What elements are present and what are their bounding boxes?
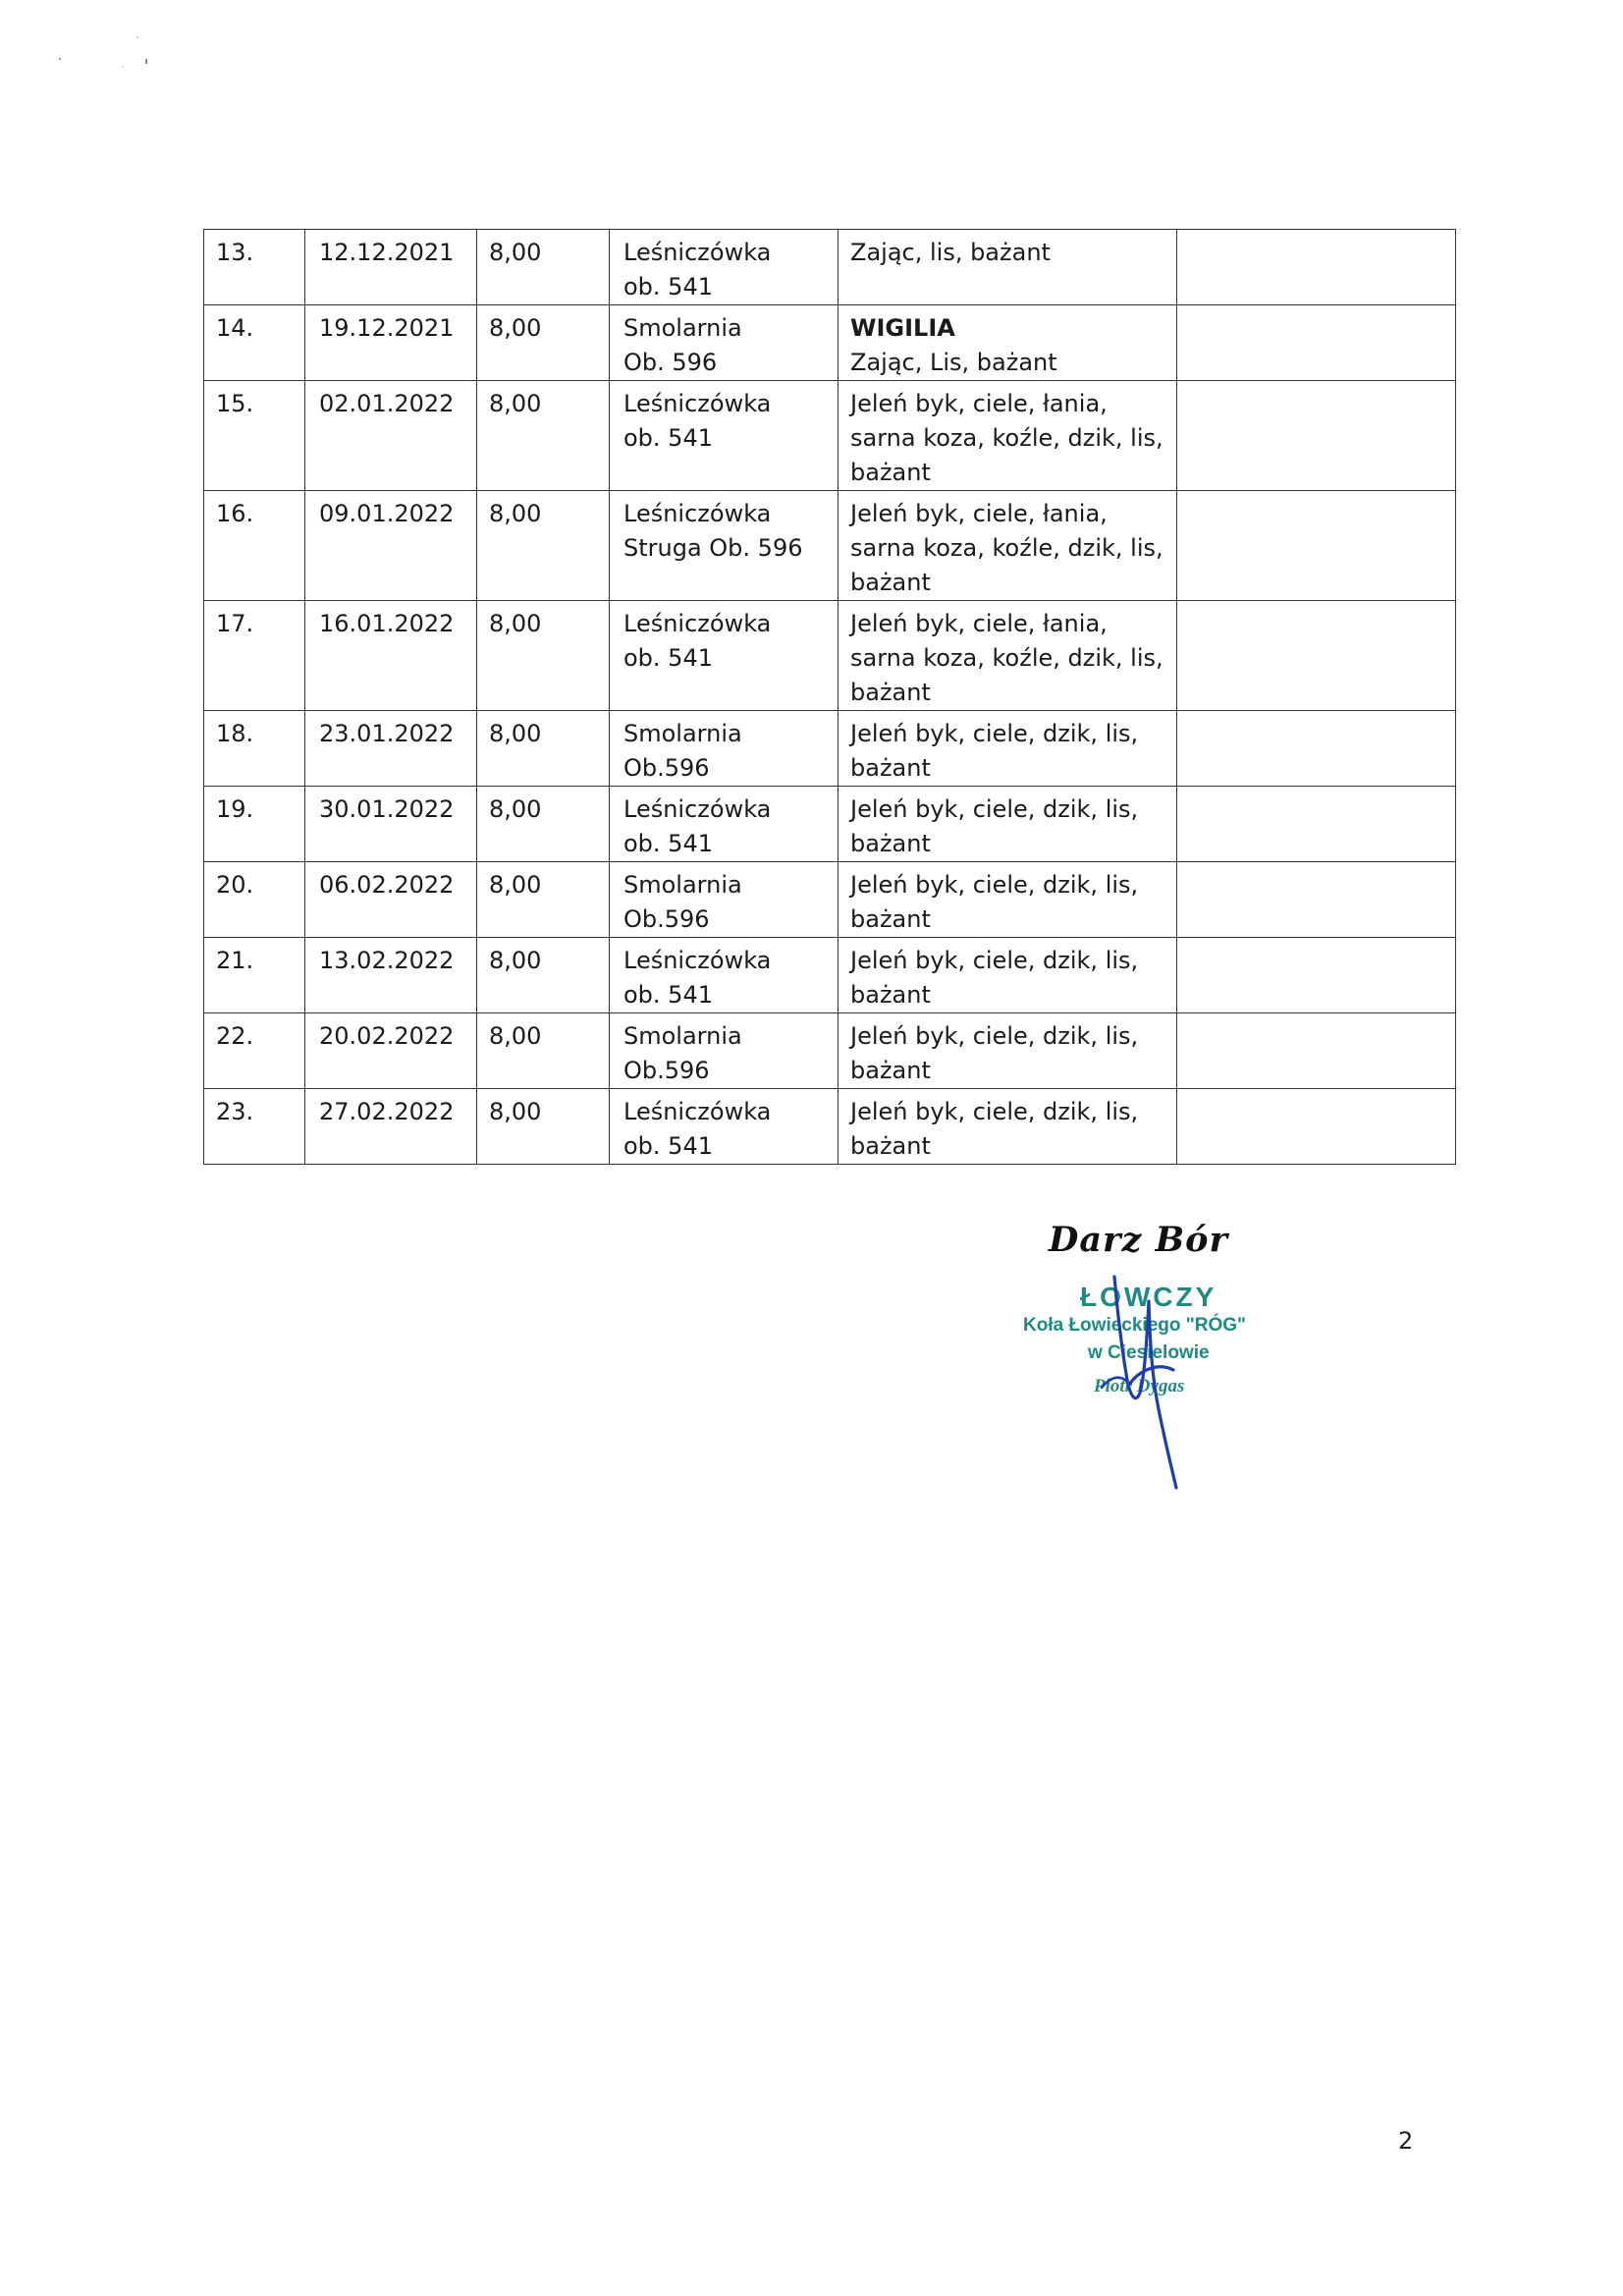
- time-cell: [477, 711, 610, 787]
- table-row: [204, 938, 1456, 1013]
- cell-text: 8,00: [489, 314, 542, 342]
- game-species-cell: [839, 1089, 1177, 1165]
- notes-cell: [1177, 381, 1456, 491]
- cell-text: 8,00: [489, 720, 542, 747]
- date-cell: [305, 305, 477, 381]
- row-number-cell: [204, 787, 305, 862]
- row-number-cell: [204, 862, 305, 938]
- cell-text: Jeleń byk, ciele, dzik, lis,: [850, 1022, 1139, 1050]
- notes-cell: [1177, 491, 1456, 601]
- cell-text: Smolarnia: [623, 720, 742, 747]
- cell-text: 8,00: [489, 795, 542, 823]
- meeting-place-cell: [610, 381, 839, 491]
- table-row: [204, 711, 1456, 787]
- cell-text: 8,00: [489, 871, 542, 899]
- row-number-cell: [204, 1013, 305, 1089]
- cell-text: ob. 541: [623, 1132, 713, 1160]
- notes-cell: [1177, 862, 1456, 938]
- cell-text: Leśniczówka: [623, 947, 772, 974]
- cell-text: 16.01.2022: [319, 610, 455, 637]
- cell-text: Leśniczówka: [623, 239, 772, 266]
- cell-text: 8,00: [489, 610, 542, 637]
- cell-text: WIGILIA: [850, 314, 955, 342]
- hunt-schedule-body: [204, 230, 1456, 1165]
- stamp-location: w Ciesielowie: [1088, 1342, 1210, 1363]
- cell-text: 30.01.2022: [319, 795, 455, 823]
- handwritten-signature: [1011, 1272, 1306, 1498]
- game-species-cell: [839, 1013, 1177, 1089]
- cell-text: Zając, Lis, bażant: [850, 349, 1057, 376]
- cell-text: ob. 541: [623, 981, 713, 1009]
- cell-text: 19.12.2021: [319, 314, 455, 342]
- table-row: [204, 305, 1456, 381]
- time-cell: [477, 1089, 610, 1165]
- cell-text: Jeleń byk, ciele, dzik, lis,: [850, 871, 1139, 899]
- cell-text: 16.: [216, 500, 254, 527]
- cell-text: bażant: [850, 1132, 931, 1160]
- table-row: [204, 601, 1456, 711]
- meeting-place-cell: [610, 230, 839, 305]
- cell-text: bażant: [850, 1057, 931, 1084]
- cell-text: bażant: [850, 459, 931, 486]
- meeting-place-cell: [610, 938, 839, 1013]
- time-cell: [477, 862, 610, 938]
- meeting-place-cell: [610, 787, 839, 862]
- game-species-cell: [839, 305, 1177, 381]
- cell-text: 15.: [216, 390, 254, 417]
- time-cell: [477, 938, 610, 1013]
- cell-text: Ob.596: [623, 905, 710, 933]
- cell-text: 8,00: [489, 239, 542, 266]
- meeting-place-cell: [610, 862, 839, 938]
- game-species-cell: [839, 230, 1177, 305]
- meeting-place-cell: [610, 601, 839, 711]
- row-number-cell: [204, 1089, 305, 1165]
- game-species-cell: [839, 862, 1177, 938]
- cell-text: bażant: [850, 830, 931, 857]
- cell-text: Ob.596: [623, 1057, 710, 1084]
- date-cell: [305, 1013, 477, 1089]
- cell-text: Leśniczówka: [623, 795, 772, 823]
- date-cell: [305, 938, 477, 1013]
- notes-cell: [1177, 787, 1456, 862]
- cell-text: 8,00: [489, 1022, 542, 1050]
- game-species-cell: [839, 711, 1177, 787]
- table-row: [204, 491, 1456, 601]
- date-cell: [305, 601, 477, 711]
- cell-text: sarna koza, koźle, dzik, lis,: [850, 534, 1163, 562]
- notes-cell: [1177, 1089, 1456, 1165]
- row-number-cell: [204, 381, 305, 491]
- cell-text: Ob. 596: [623, 349, 718, 376]
- stamp-title: ŁOWCZY: [1080, 1282, 1217, 1312]
- table-row: [204, 787, 1456, 862]
- scan-specks: [54, 29, 172, 79]
- cell-text: 02.01.2022: [319, 390, 455, 417]
- row-number-cell: [204, 601, 305, 711]
- cell-text: Smolarnia: [623, 1022, 742, 1050]
- row-number-cell: [204, 711, 305, 787]
- date-cell: [305, 787, 477, 862]
- cell-text: Jeleń byk, ciele, łania,: [850, 610, 1108, 637]
- cell-text: Zając, lis, bażant: [850, 239, 1051, 266]
- cell-text: ob. 541: [623, 644, 713, 672]
- cell-text: Jeleń byk, ciele, dzik, lis,: [850, 947, 1139, 974]
- meeting-place-cell: [610, 711, 839, 787]
- cell-text: Jeleń byk, ciele, łania,: [850, 500, 1108, 527]
- hunt-schedule-table: [203, 229, 1456, 1165]
- game-species-cell: [839, 601, 1177, 711]
- game-species-cell: [839, 938, 1177, 1013]
- meeting-place-cell: [610, 1089, 839, 1165]
- cell-text: Jeleń byk, ciele, dzik, lis,: [850, 720, 1139, 747]
- cell-text: 13.: [216, 239, 254, 266]
- game-species-cell: [839, 787, 1177, 862]
- cell-text: 21.: [216, 947, 254, 974]
- cell-text: 27.02.2022: [319, 1098, 455, 1125]
- cell-text: ob. 541: [623, 273, 713, 301]
- cell-text: 8,00: [489, 500, 542, 527]
- page-number: 2: [1398, 2127, 1414, 2155]
- cell-text: Ob.596: [623, 754, 710, 782]
- cell-text: bażant: [850, 981, 931, 1009]
- cell-text: 18.: [216, 720, 254, 747]
- time-cell: [477, 1013, 610, 1089]
- time-cell: [477, 787, 610, 862]
- game-species-cell: [839, 381, 1177, 491]
- cell-text: sarna koza, koźle, dzik, lis,: [850, 644, 1163, 672]
- cell-text: 8,00: [489, 947, 542, 974]
- time-cell: [477, 601, 610, 711]
- cell-text: bażant: [850, 679, 931, 706]
- stamp-club-name: Koła Łowieckiego "RÓG": [1023, 1315, 1247, 1336]
- cell-text: Jeleń byk, ciele, dzik, lis,: [850, 795, 1139, 823]
- game-species-cell: [839, 491, 1177, 601]
- table-row: [204, 862, 1456, 938]
- table-row: [204, 381, 1456, 491]
- cell-text: ob. 541: [623, 830, 713, 857]
- cell-text: 8,00: [489, 390, 542, 417]
- notes-cell: [1177, 1013, 1456, 1089]
- cell-text: 14.: [216, 314, 254, 342]
- time-cell: [477, 305, 610, 381]
- cell-text: Jeleń byk, ciele, łania,: [850, 390, 1108, 417]
- notes-cell: [1177, 711, 1456, 787]
- cell-text: Smolarnia: [623, 314, 742, 342]
- date-cell: [305, 862, 477, 938]
- table-row: [204, 230, 1456, 305]
- cell-text: 22.: [216, 1022, 254, 1050]
- cell-text: 19.: [216, 795, 254, 823]
- hunting-club-stamp: [1011, 1272, 1306, 1498]
- cell-text: 20.: [216, 871, 254, 899]
- time-cell: [477, 491, 610, 601]
- cell-text: 06.02.2022: [319, 871, 455, 899]
- stamp-person-name: Piotr Dygas: [1094, 1376, 1185, 1396]
- date-cell: [305, 491, 477, 601]
- cell-text: Leśniczówka: [623, 390, 772, 417]
- cell-text: 23.01.2022: [319, 720, 455, 747]
- cell-text: ob. 541: [623, 424, 713, 452]
- row-number-cell: [204, 938, 305, 1013]
- cell-text: Leśniczówka: [623, 610, 772, 637]
- date-cell: [305, 381, 477, 491]
- table-row: [204, 1013, 1456, 1089]
- cell-text: 17.: [216, 610, 254, 637]
- cell-text: 12.12.2021: [319, 239, 455, 266]
- time-cell: [477, 230, 610, 305]
- date-cell: [305, 1089, 477, 1165]
- meeting-place-cell: [610, 305, 839, 381]
- cell-text: bażant: [850, 569, 931, 596]
- table-row: [204, 1089, 1456, 1165]
- cell-text: Leśniczówka: [623, 1098, 772, 1125]
- cell-text: 8,00: [489, 1098, 542, 1125]
- row-number-cell: [204, 230, 305, 305]
- cell-text: sarna koza, koźle, dzik, lis,: [850, 424, 1163, 452]
- notes-cell: [1177, 938, 1456, 1013]
- cell-text: 13.02.2022: [319, 947, 455, 974]
- cell-text: 23.: [216, 1098, 254, 1125]
- cell-text: bażant: [850, 905, 931, 933]
- cell-text: Struga Ob. 596: [623, 534, 803, 562]
- date-cell: [305, 230, 477, 305]
- meeting-place-cell: [610, 1013, 839, 1089]
- date-cell: [305, 711, 477, 787]
- closing-greeting: Darz Bór: [1049, 1220, 1228, 1260]
- notes-cell: [1177, 305, 1456, 381]
- row-number-cell: [204, 305, 305, 381]
- time-cell: [477, 381, 610, 491]
- cell-text: Leśniczówka: [623, 500, 772, 527]
- notes-cell: [1177, 230, 1456, 305]
- notes-cell: [1177, 601, 1456, 711]
- cell-text: bażant: [850, 754, 931, 782]
- cell-text: Jeleń byk, ciele, dzik, lis,: [850, 1098, 1139, 1125]
- cell-text: 20.02.2022: [319, 1022, 455, 1050]
- meeting-place-cell: [610, 491, 839, 601]
- cell-text: Smolarnia: [623, 871, 742, 899]
- cell-text: 09.01.2022: [319, 500, 455, 527]
- row-number-cell: [204, 491, 305, 601]
